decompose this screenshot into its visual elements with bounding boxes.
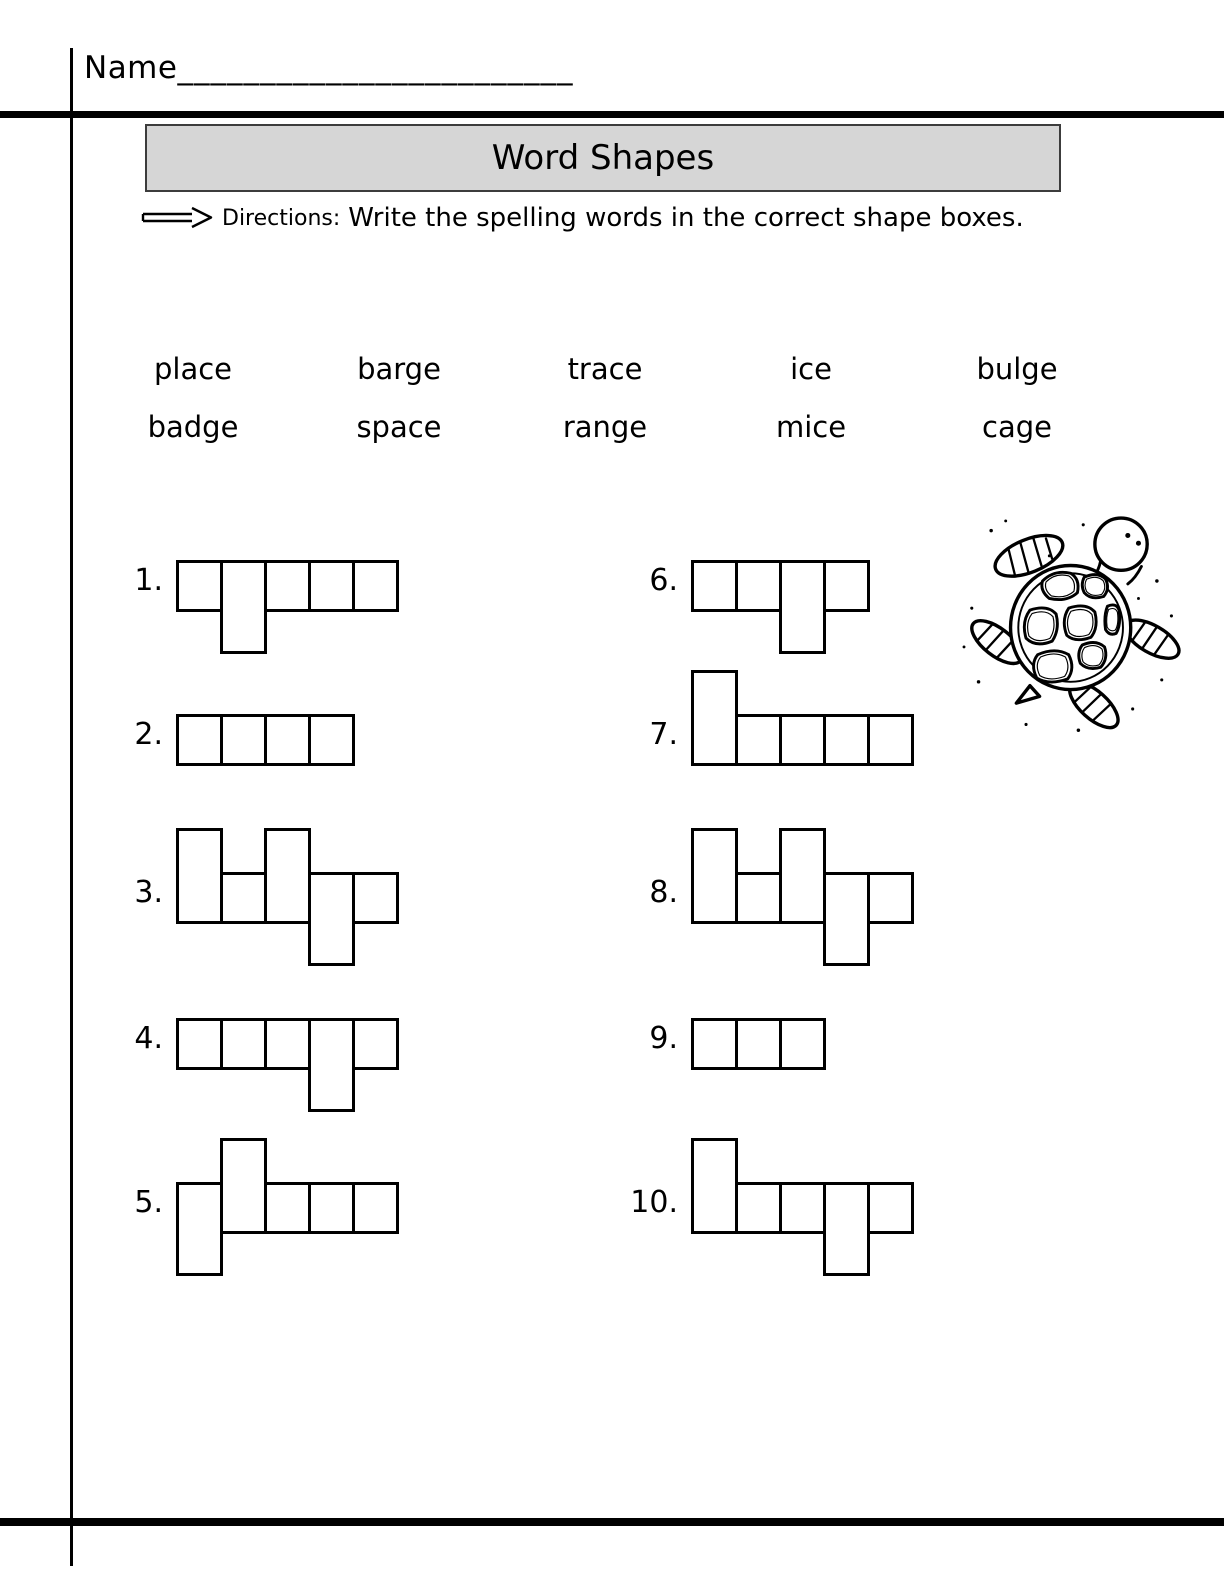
normal-letter-box[interactable] <box>308 714 355 766</box>
word-shape-row-4 <box>111 974 399 1112</box>
word-bank-item-barge: barge <box>357 352 441 386</box>
bottom-rule <box>0 1518 1224 1526</box>
letter-boxes <box>176 974 399 1112</box>
normal-letter-box[interactable] <box>176 560 223 612</box>
word-bank-item-ice: ice <box>790 352 832 386</box>
normal-letter-box[interactable] <box>352 872 399 924</box>
normal-letter-box[interactable] <box>735 872 782 924</box>
ascender-letter-box[interactable] <box>691 828 738 924</box>
normal-letter-box[interactable] <box>823 714 870 766</box>
word-shape-row-10 <box>626 1138 914 1276</box>
normal-letter-box[interactable] <box>220 872 267 924</box>
shape-number-label: 2. <box>134 717 163 752</box>
letter-boxes <box>176 1138 399 1276</box>
descender-letter-box[interactable] <box>823 872 870 966</box>
letter-boxes <box>691 670 914 766</box>
normal-letter-box[interactable] <box>264 714 311 766</box>
shape-number-label: 3. <box>134 875 163 910</box>
letter-boxes <box>691 974 826 1070</box>
normal-letter-box[interactable] <box>735 714 782 766</box>
normal-letter-box[interactable] <box>264 1182 311 1234</box>
title-box <box>145 124 1061 192</box>
normal-letter-box[interactable] <box>779 1018 826 1070</box>
shape-number-label: 8. <box>649 875 678 910</box>
normal-letter-box[interactable] <box>264 560 311 612</box>
block-arrow-right-icon <box>140 204 214 232</box>
normal-letter-box[interactable] <box>352 1182 399 1234</box>
letter-boxes <box>176 670 355 766</box>
ascender-letter-box[interactable] <box>779 828 826 924</box>
ascender-letter-box[interactable] <box>691 1138 738 1234</box>
name-label: Name <box>84 50 178 86</box>
word-bank-item-bulge: bulge <box>976 352 1058 386</box>
normal-letter-box[interactable] <box>308 1182 355 1234</box>
normal-letter-box[interactable] <box>352 1018 399 1070</box>
descender-letter-box[interactable] <box>220 560 267 654</box>
normal-letter-box[interactable] <box>264 1018 311 1070</box>
shape-number-label: 9. <box>649 1021 678 1056</box>
letter-boxes <box>176 516 399 654</box>
word-bank-item-trace: trace <box>567 352 643 386</box>
normal-letter-box[interactable] <box>867 714 914 766</box>
normal-letter-box[interactable] <box>691 1018 738 1070</box>
normal-letter-box[interactable] <box>823 560 870 612</box>
name-blank-line[interactable]: ________________________ <box>177 50 574 86</box>
word-shape-row-3 <box>111 828 399 966</box>
word-bank <box>90 352 1120 444</box>
shape-number-label: 6. <box>649 563 678 598</box>
normal-letter-box[interactable] <box>779 714 826 766</box>
top-rule <box>0 111 1224 118</box>
normal-letter-box[interactable] <box>220 1018 267 1070</box>
word-bank-item-place: place <box>153 352 233 386</box>
word-bank-item-mice: mice <box>775 410 847 444</box>
descender-letter-box[interactable] <box>823 1182 870 1276</box>
ascender-letter-box[interactable] <box>264 828 311 924</box>
shape-number-label: 1. <box>134 563 163 598</box>
normal-letter-box[interactable] <box>691 560 738 612</box>
shape-number-label: 7. <box>649 717 678 752</box>
normal-letter-box[interactable] <box>176 1018 223 1070</box>
normal-letter-box[interactable] <box>735 560 782 612</box>
left-margin-line <box>70 48 73 1566</box>
word-bank-item-range: range <box>562 410 648 444</box>
normal-letter-box[interactable] <box>735 1018 782 1070</box>
page-title: Word Shapes <box>491 138 715 178</box>
ascender-letter-box[interactable] <box>176 828 223 924</box>
shape-number-label: 10. <box>630 1185 678 1220</box>
normal-letter-box[interactable] <box>735 1182 782 1234</box>
descender-letter-box[interactable] <box>308 1018 355 1112</box>
word-shape-row-1 <box>111 516 399 654</box>
directions-text: Write the spelling words in the correct shape boxes. <box>348 203 1024 233</box>
name-row <box>84 50 573 86</box>
letter-boxes <box>691 516 870 654</box>
word-bank-item-space: space <box>356 410 442 444</box>
word-shape-row-9 <box>626 974 826 1070</box>
turtle-tail <box>1016 686 1039 703</box>
normal-letter-box[interactable] <box>867 872 914 924</box>
word-bank-item-cage: cage <box>982 410 1052 444</box>
turtle-illustration <box>933 488 1185 738</box>
ascender-letter-box[interactable] <box>220 1138 267 1234</box>
normal-letter-box[interactable] <box>308 560 355 612</box>
letter-boxes <box>176 828 399 966</box>
shape-number-label: 4. <box>134 1021 163 1056</box>
directions-label: Directions: <box>222 205 341 231</box>
directions-row <box>140 203 1024 233</box>
normal-letter-box[interactable] <box>779 1182 826 1234</box>
word-shape-row-2 <box>111 670 355 766</box>
shape-number-label: 5. <box>134 1185 163 1220</box>
word-shape-row-6 <box>626 516 870 654</box>
normal-letter-box[interactable] <box>867 1182 914 1234</box>
letter-boxes <box>691 1138 914 1276</box>
descender-letter-box[interactable] <box>308 872 355 966</box>
letter-boxes <box>691 828 914 966</box>
word-shape-row-8 <box>626 828 914 966</box>
word-shape-row-7 <box>626 670 914 766</box>
word-bank-item-badge: badge <box>147 410 239 444</box>
descender-letter-box[interactable] <box>779 560 826 654</box>
normal-letter-box[interactable] <box>352 560 399 612</box>
normal-letter-box[interactable] <box>176 714 223 766</box>
word-shape-row-5 <box>111 1138 399 1276</box>
descender-letter-box[interactable] <box>176 1182 223 1276</box>
ascender-letter-box[interactable] <box>691 670 738 766</box>
normal-letter-box[interactable] <box>220 714 267 766</box>
